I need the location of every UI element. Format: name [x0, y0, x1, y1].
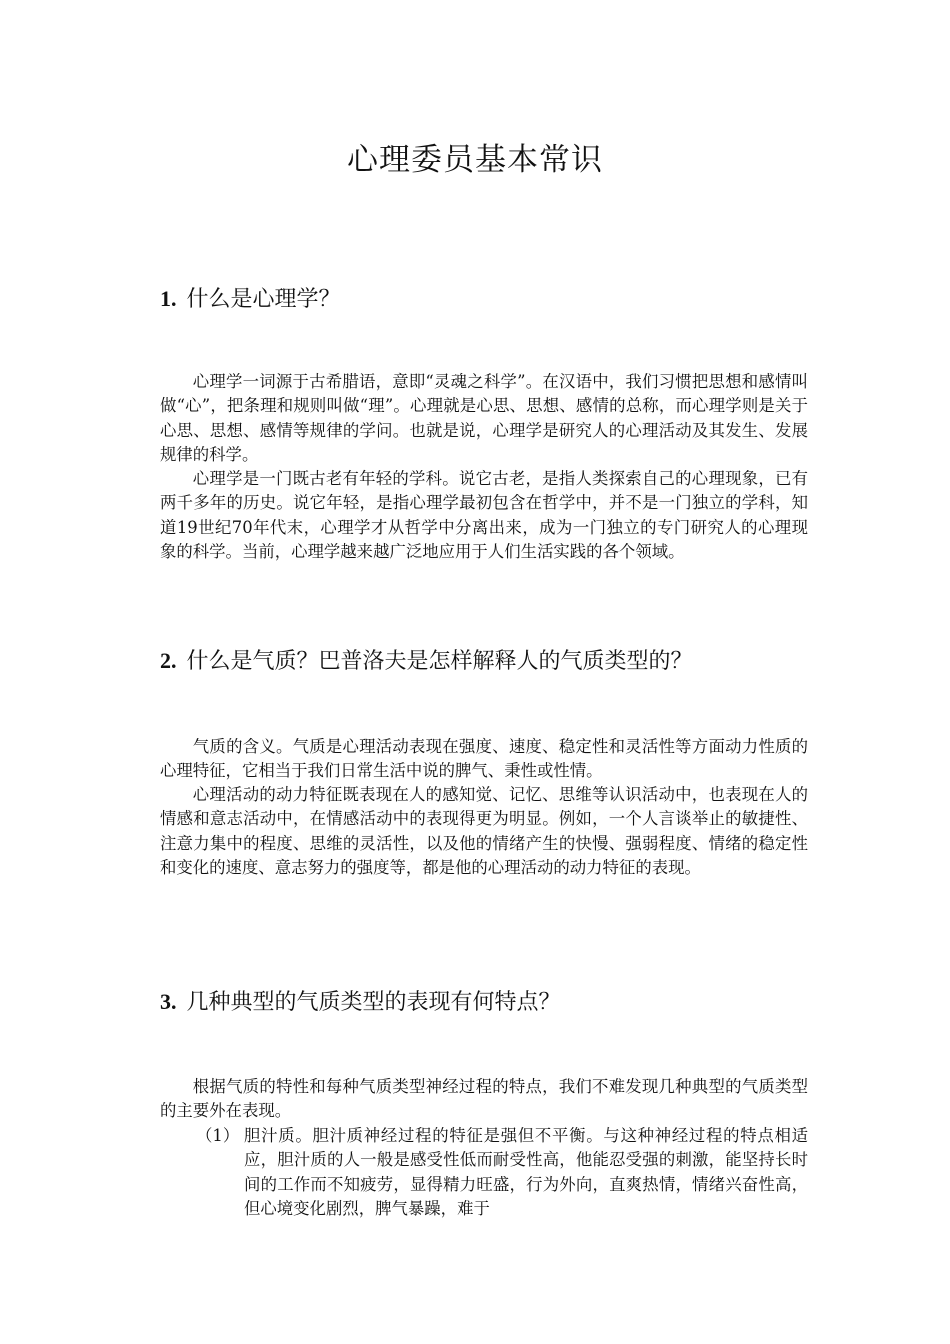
section-number: 3. [160, 989, 177, 1014]
section-heading-text: 几种典型的气质类型的表现有何特点？ [186, 990, 561, 1015]
paragraph: 心理活动的动力特征既表现在人的感知觉、记忆、思维等认识活动中，也表现在人的情感和意志活动中，在情感活动中的表现得更为明显。例如，一个人言谈举止的敏捷性、注意力集中的程度、思维的灵活性，以及他的情绪产生的快慢、强弱程度、情绪的稳定性和变化的速度、意志努力的强度等，都是他的心理活动的动力特征的表现。 [160, 785, 808, 878]
paragraph: 根据气质的特性和每种气质类型神经过程的特点，我们不难发现几种典型的气质类型的主要外在表现。 [160, 1077, 808, 1121]
section-heading-text: 什么是气质？巴普洛夫是怎样解释人的气质类型的？ [186, 649, 693, 674]
paragraph: 心理学一词源于古希腊语，意即“灵魂之科学”。在汉语中，我们习惯把思想和感情叫做“心”，把条理和规则叫做“理”。心理就是心思、思想、感情的总称，而心理学则是关于心思、思想、感情等规律的学问。也就是说，心理学是研究人的心理活动及其发生、发展规律的科学。 [160, 372, 808, 465]
list-item-marker: （1） [196, 1126, 240, 1145]
section-heading-3 [160, 985, 561, 1016]
section-number: 1. [160, 286, 177, 311]
section-heading-2 [160, 644, 693, 675]
paragraph: 气质的含义。气质是心理活动表现在强度、速度、稳定性和灵活性等方面动力性质的心理特征，它相当于我们日常生活中说的脾气、秉性或性情。 [160, 737, 808, 781]
section-heading-text: 什么是心理学？ [186, 287, 341, 312]
paragraph: 心理学是一门既古老有年轻的学科。说它古老，是指人类探索自己的心理现象，已有两千多年的历史。说它年轻，是指心理学最初包含在哲学中，并不是一门独立的学科，知道19世纪70年代末，心理学才从哲学中分离出来，成为一门独立的专门研究人的心理现象的科学。当前，心理学越来越广泛地应用于人们生活实践的各个领域。 [160, 469, 808, 562]
document-title: 心理委员基本常识 [347, 142, 603, 178]
section-number: 2. [160, 648, 177, 673]
list-item-text: 胆汁质。胆汁质神经过程的特征是强但不平衡。与这种神经过程的特点相适应，胆汁质的人一般是感受性低而耐受性高，他能忍受强的刺激，能坚持长时间的工作而不知疲劳，显得精力旺盛，行为外向，直爽热情，情绪兴奋性高，但心境变化剧烈，脾气暴躁，难于 [244, 1126, 808, 1219]
section-heading-1 [160, 282, 341, 313]
